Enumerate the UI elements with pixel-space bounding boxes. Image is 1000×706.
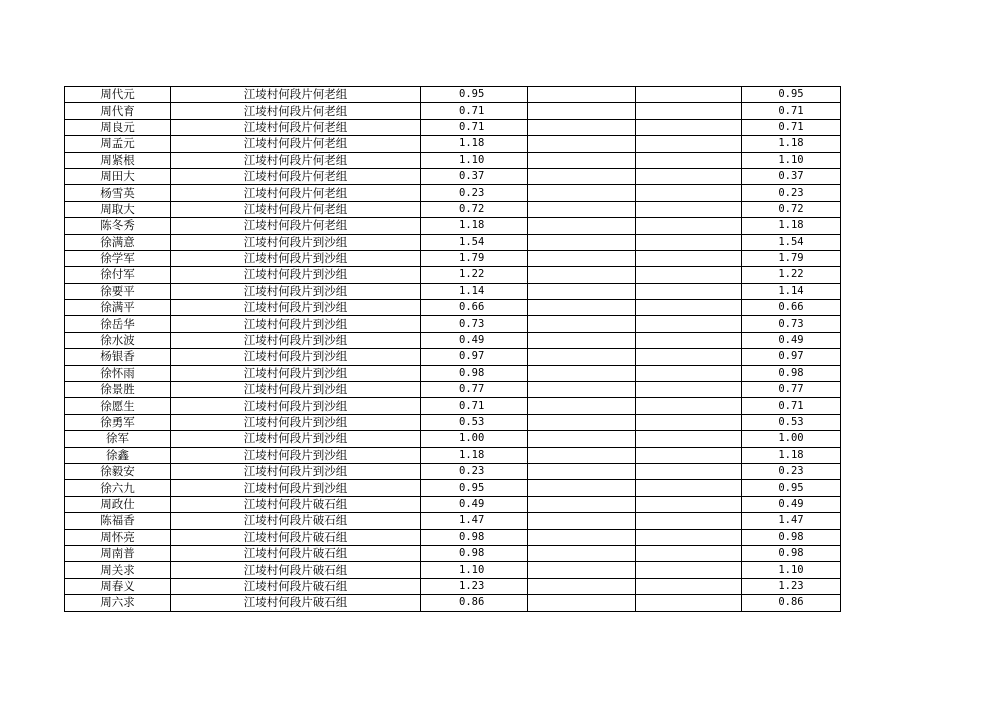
empty-cell [636, 168, 742, 184]
table-row [65, 562, 841, 578]
total-cell: 0.23 [742, 185, 841, 201]
empty-cell [636, 496, 742, 512]
location-cell: 江堎村何段片何老组 [171, 136, 421, 152]
empty-cell [528, 119, 636, 135]
empty-cell [636, 332, 742, 348]
empty-cell [636, 480, 742, 496]
total-cell: 1.54 [742, 234, 841, 250]
name-cell: 徐愿生 [65, 398, 171, 414]
empty-cell [528, 513, 636, 529]
location-cell: 江堎村何段片何老组 [171, 103, 421, 119]
empty-cell [528, 447, 636, 463]
total-cell: 1.47 [742, 513, 841, 529]
total-cell: 0.49 [742, 332, 841, 348]
location-cell: 江堎村何段片到沙组 [171, 431, 421, 447]
area-cell: 0.98 [421, 365, 528, 381]
name-cell: 周取大 [65, 201, 171, 217]
location-cell: 江堎村何段片破石组 [171, 545, 421, 561]
name-cell: 周怀亮 [65, 529, 171, 545]
location-cell: 江堎村何段片破石组 [171, 562, 421, 578]
total-cell: 1.79 [742, 250, 841, 266]
name-cell: 徐勇军 [65, 414, 171, 430]
empty-cell [636, 578, 742, 594]
table-row [65, 463, 841, 479]
empty-cell [528, 463, 636, 479]
empty-cell [636, 250, 742, 266]
name-cell: 徐景胜 [65, 382, 171, 398]
empty-cell [528, 168, 636, 184]
total-cell: 1.22 [742, 267, 841, 283]
total-cell: 1.18 [742, 218, 841, 234]
table-row [65, 250, 841, 266]
location-cell: 江堎村何段片破石组 [171, 529, 421, 545]
name-cell: 徐六九 [65, 480, 171, 496]
empty-cell [528, 136, 636, 152]
total-cell: 0.95 [742, 87, 841, 103]
area-cell: 1.18 [421, 218, 528, 234]
empty-cell [636, 595, 742, 611]
area-cell: 1.22 [421, 267, 528, 283]
name-cell: 徐付军 [65, 267, 171, 283]
total-cell: 0.95 [742, 480, 841, 496]
name-cell: 徐毅安 [65, 463, 171, 479]
table-row [65, 447, 841, 463]
empty-cell [636, 545, 742, 561]
empty-cell [636, 201, 742, 217]
area-cell: 0.98 [421, 545, 528, 561]
area-cell: 1.14 [421, 283, 528, 299]
empty-cell [528, 398, 636, 414]
area-cell: 1.00 [421, 431, 528, 447]
empty-cell [528, 185, 636, 201]
empty-cell [528, 332, 636, 348]
area-cell: 0.23 [421, 185, 528, 201]
total-cell: 0.98 [742, 529, 841, 545]
table-row [65, 103, 841, 119]
empty-cell [528, 234, 636, 250]
area-cell: 1.10 [421, 562, 528, 578]
total-cell: 0.71 [742, 103, 841, 119]
location-cell: 江堎村何段片到沙组 [171, 382, 421, 398]
table-row [65, 349, 841, 365]
empty-cell [528, 152, 636, 168]
empty-cell [636, 267, 742, 283]
name-cell: 徐鑫 [65, 447, 171, 463]
empty-cell [528, 529, 636, 545]
empty-cell [528, 201, 636, 217]
empty-cell [636, 87, 742, 103]
location-cell: 江堎村何段片破石组 [171, 513, 421, 529]
table-row [65, 218, 841, 234]
name-cell: 徐满平 [65, 300, 171, 316]
area-cell: 0.66 [421, 300, 528, 316]
name-cell: 周紧根 [65, 152, 171, 168]
area-cell: 1.18 [421, 447, 528, 463]
name-cell: 徐怀雨 [65, 365, 171, 381]
empty-cell [528, 496, 636, 512]
area-cell: 0.23 [421, 463, 528, 479]
location-cell: 江堎村何段片到沙组 [171, 234, 421, 250]
table-row [65, 267, 841, 283]
empty-cell [636, 283, 742, 299]
location-cell: 江堎村何段片到沙组 [171, 463, 421, 479]
location-cell: 江堎村何段片何老组 [171, 168, 421, 184]
name-cell: 周南普 [65, 545, 171, 561]
empty-cell [636, 365, 742, 381]
empty-cell [636, 218, 742, 234]
empty-cell [528, 267, 636, 283]
location-cell: 江堎村何段片到沙组 [171, 398, 421, 414]
table-row [65, 578, 841, 594]
table-row [65, 365, 841, 381]
name-cell: 周良元 [65, 119, 171, 135]
table-row [65, 119, 841, 135]
empty-cell [636, 185, 742, 201]
empty-cell [636, 136, 742, 152]
total-cell: 1.10 [742, 152, 841, 168]
location-cell: 江堎村何段片到沙组 [171, 447, 421, 463]
empty-cell [636, 382, 742, 398]
table-row [65, 545, 841, 561]
empty-cell [528, 578, 636, 594]
table-row [65, 513, 841, 529]
table-body [65, 87, 841, 612]
table-row [65, 234, 841, 250]
table-row [65, 496, 841, 512]
total-cell: 0.71 [742, 398, 841, 414]
table-row [65, 316, 841, 332]
area-cell: 0.49 [421, 332, 528, 348]
table-row [65, 414, 841, 430]
location-cell: 江堎村何段片何老组 [171, 218, 421, 234]
area-cell: 0.72 [421, 201, 528, 217]
empty-cell [528, 595, 636, 611]
area-cell: 1.54 [421, 234, 528, 250]
area-cell: 0.53 [421, 414, 528, 430]
total-cell: 0.49 [742, 496, 841, 512]
location-cell: 江堎村何段片到沙组 [171, 414, 421, 430]
table-row [65, 185, 841, 201]
total-cell: 1.18 [742, 136, 841, 152]
empty-cell [636, 431, 742, 447]
total-cell: 0.86 [742, 595, 841, 611]
empty-cell [636, 119, 742, 135]
location-cell: 江堎村何段片到沙组 [171, 480, 421, 496]
location-cell: 江堎村何段片何老组 [171, 201, 421, 217]
table-row [65, 283, 841, 299]
empty-cell [528, 316, 636, 332]
area-cell: 0.98 [421, 529, 528, 545]
empty-cell [528, 414, 636, 430]
empty-cell [636, 234, 742, 250]
name-cell: 周代育 [65, 103, 171, 119]
area-cell: 1.23 [421, 578, 528, 594]
area-cell: 0.71 [421, 398, 528, 414]
total-cell: 0.98 [742, 365, 841, 381]
name-cell: 杨雪英 [65, 185, 171, 201]
name-cell: 周春义 [65, 578, 171, 594]
name-cell: 杨银香 [65, 349, 171, 365]
area-cell: 0.37 [421, 168, 528, 184]
total-cell: 0.77 [742, 382, 841, 398]
total-cell: 1.18 [742, 447, 841, 463]
location-cell: 江堎村何段片破石组 [171, 595, 421, 611]
name-cell: 周六求 [65, 595, 171, 611]
location-cell: 江堎村何段片何老组 [171, 87, 421, 103]
total-cell: 0.23 [742, 463, 841, 479]
total-cell: 0.73 [742, 316, 841, 332]
area-cell: 0.77 [421, 382, 528, 398]
name-cell: 徐岳华 [65, 316, 171, 332]
empty-cell [636, 529, 742, 545]
empty-cell [636, 316, 742, 332]
name-cell: 徐满意 [65, 234, 171, 250]
total-cell: 1.00 [742, 431, 841, 447]
table-row [65, 480, 841, 496]
empty-cell [636, 447, 742, 463]
table-row [65, 398, 841, 414]
location-cell: 江堎村何段片到沙组 [171, 300, 421, 316]
table-row [65, 87, 841, 103]
total-cell: 0.71 [742, 119, 841, 135]
table-row [65, 136, 841, 152]
empty-cell [528, 365, 636, 381]
area-cell: 0.49 [421, 496, 528, 512]
total-cell: 0.66 [742, 300, 841, 316]
empty-cell [528, 250, 636, 266]
name-cell: 徐水波 [65, 332, 171, 348]
table-row [65, 168, 841, 184]
area-cell: 1.47 [421, 513, 528, 529]
total-cell: 1.23 [742, 578, 841, 594]
area-cell: 0.95 [421, 480, 528, 496]
table-row [65, 382, 841, 398]
empty-cell [636, 414, 742, 430]
table-row [65, 332, 841, 348]
total-cell: 0.97 [742, 349, 841, 365]
location-cell: 江堎村何段片何老组 [171, 185, 421, 201]
location-cell: 江堎村何段片到沙组 [171, 250, 421, 266]
location-cell: 江堎村何段片到沙组 [171, 332, 421, 348]
area-cell: 0.71 [421, 103, 528, 119]
table-row [65, 201, 841, 217]
total-cell: 0.98 [742, 545, 841, 561]
empty-cell [528, 349, 636, 365]
location-cell: 江堎村何段片破石组 [171, 496, 421, 512]
empty-cell [636, 300, 742, 316]
total-cell: 1.14 [742, 283, 841, 299]
empty-cell [528, 382, 636, 398]
name-cell: 徐军 [65, 431, 171, 447]
empty-cell [528, 218, 636, 234]
area-cell: 1.10 [421, 152, 528, 168]
table-row [65, 300, 841, 316]
area-cell: 0.73 [421, 316, 528, 332]
empty-cell [636, 398, 742, 414]
empty-cell [528, 431, 636, 447]
empty-cell [636, 103, 742, 119]
table-row [65, 529, 841, 545]
name-cell: 陈福香 [65, 513, 171, 529]
empty-cell [636, 513, 742, 529]
location-cell: 江堎村何段片到沙组 [171, 349, 421, 365]
empty-cell [528, 103, 636, 119]
name-cell: 周政仕 [65, 496, 171, 512]
location-cell: 江堎村何段片破石组 [171, 578, 421, 594]
empty-cell [528, 283, 636, 299]
empty-cell [636, 152, 742, 168]
name-cell: 徐要平 [65, 283, 171, 299]
empty-cell [636, 463, 742, 479]
table-row [65, 152, 841, 168]
location-cell: 江堎村何段片到沙组 [171, 267, 421, 283]
area-cell: 1.18 [421, 136, 528, 152]
area-cell: 0.97 [421, 349, 528, 365]
name-cell: 周田大 [65, 168, 171, 184]
location-cell: 江堎村何段片何老组 [171, 152, 421, 168]
empty-cell [528, 562, 636, 578]
table-row [65, 595, 841, 611]
data-table [64, 86, 841, 612]
total-cell: 1.10 [742, 562, 841, 578]
empty-cell [528, 545, 636, 561]
empty-cell [528, 87, 636, 103]
empty-cell [636, 562, 742, 578]
name-cell: 周关求 [65, 562, 171, 578]
area-cell: 0.95 [421, 87, 528, 103]
location-cell: 江堎村何段片到沙组 [171, 316, 421, 332]
location-cell: 江堎村何段片到沙组 [171, 365, 421, 381]
name-cell: 周代元 [65, 87, 171, 103]
area-cell: 0.71 [421, 119, 528, 135]
total-cell: 0.37 [742, 168, 841, 184]
total-cell: 0.72 [742, 201, 841, 217]
location-cell: 江堎村何段片到沙组 [171, 283, 421, 299]
empty-cell [528, 480, 636, 496]
empty-cell [636, 349, 742, 365]
empty-cell [528, 300, 636, 316]
total-cell: 0.53 [742, 414, 841, 430]
table-row [65, 431, 841, 447]
name-cell: 周孟元 [65, 136, 171, 152]
location-cell: 江堎村何段片何老组 [171, 119, 421, 135]
name-cell: 陈冬秀 [65, 218, 171, 234]
area-cell: 0.86 [421, 595, 528, 611]
name-cell: 徐学军 [65, 250, 171, 266]
area-cell: 1.79 [421, 250, 528, 266]
